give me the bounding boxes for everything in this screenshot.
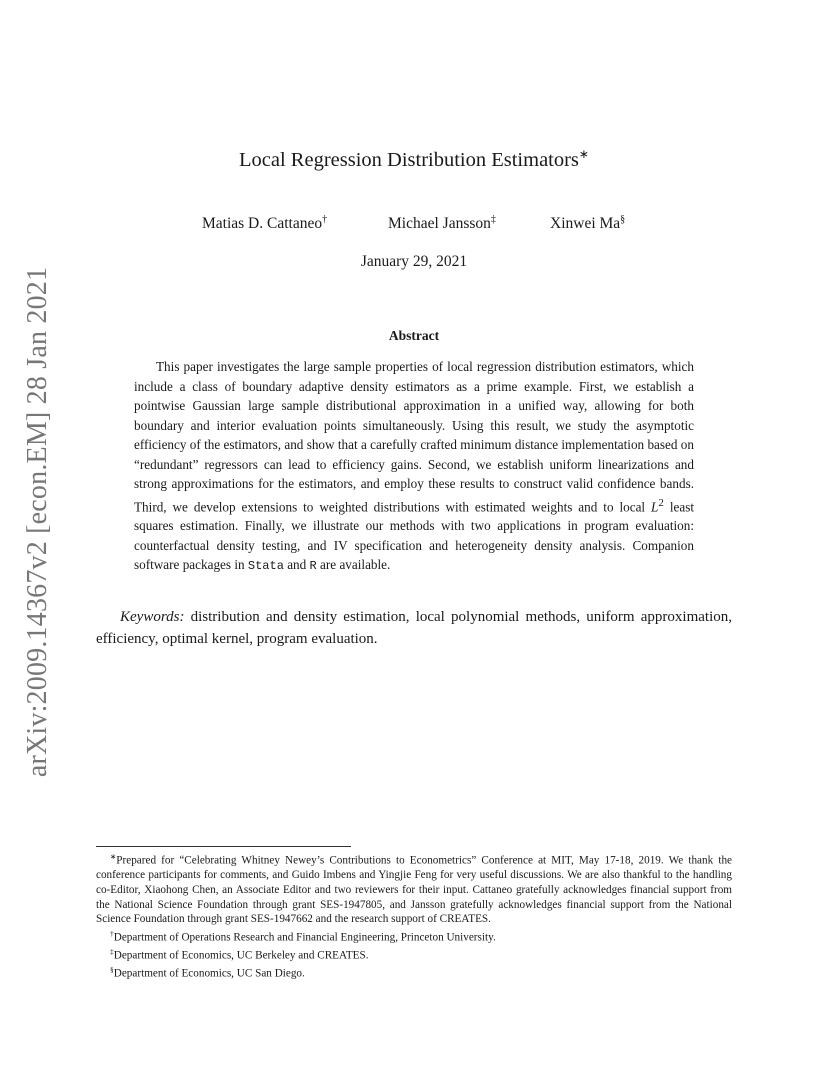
l2-symbol: L — [651, 498, 659, 514]
footnote-text: Prepared for “Celebrating Whitney Newey’s Contributions to Econometrics” Conference at MIT, May 17-18, 2019. We thank the conference participants for comments, and Guido Imbens and Yingjie Feng for very useful discussions. We are also thankful to the handling co-Editor, Xiaohong Chen, an Associate Editor and two reviewers for their input. Cattaneo gratefully acknowledges financial support from the National Science Foundation through grant SES-1947805, and Jansson gratefully acknowledges financial support from the National Science Foundation through grant SES-1947662 and the research support of CREATES. — [96, 854, 732, 926]
software-stata: Stata — [247, 559, 284, 574]
title-footnote-mark: ∗ — [578, 147, 589, 161]
abstract-heading: Abstract — [388, 328, 440, 343]
paper-date: January 29, 2021 — [360, 253, 468, 270]
paper-title-text: Local Regression Distribution Estimators — [239, 148, 579, 171]
author-3 — [550, 214, 625, 233]
footnote-mark: † — [110, 928, 114, 938]
author-name: Xinwei Ma — [550, 215, 621, 233]
keywords — [96, 606, 732, 650]
paper-title — [0, 147, 828, 172]
author-name: Michael Jansson — [388, 215, 491, 233]
and-word: and — [287, 557, 307, 573]
keywords-label: Keywords: — [120, 609, 185, 625]
software-r: R — [309, 559, 317, 574]
footnote-4 — [96, 963, 732, 981]
l2-exponent: 2 — [658, 496, 664, 509]
author-2 — [388, 214, 496, 233]
author-name: Matias D. Cattaneo — [202, 215, 323, 233]
abstract-text-end: are available. — [320, 557, 391, 573]
abstract-body — [134, 357, 694, 577]
footnote-mark: ‡ — [110, 947, 114, 957]
keywords-text: distribution and density estimation, local polynomial methods, uniform approximation, efficiency, optimal kernel, program evaluation. — [96, 609, 732, 647]
footnote-text: Department of Economics, UC Berkeley and CREATES. — [113, 949, 369, 962]
footnote-1 — [96, 850, 732, 927]
author-footnote-mark: § — [620, 214, 626, 225]
abstract-text-main: This paper investigates the large sample properties of local regression distribution estimators, which include a class of boundary adaptive density estimators as a prime example. First, we establish a pointwise Gaussian large sample distributional approximation in a unified way, allowing for both boundary and interior evaluation points simultaneously. Using this result, we study the asymptotic efficiency of the estimators, and show that a carefully crafted minimum distance implementation based on “redundant” regressors can lead to efficiency gains. Second, we establish uniform linearizations and strong approximations for the estimators, and employ these results to construct valid confidence bands. Third, we develop extensions to weighted distributions with estimated weights and to local — [134, 359, 694, 514]
footnote-mark: ∗ — [110, 852, 117, 861]
footnote-text: Department of Economics, UC San Diego. — [113, 968, 305, 981]
arxiv-identifier-text: arXiv:2009.14367v2 [econ.EM] 28 Jan 2021 — [22, 266, 53, 778]
footnote-text: Department of Operations Research and Financial Engineering, Princeton University. — [113, 931, 496, 944]
footnote-2 — [96, 927, 732, 945]
footnotes — [96, 850, 732, 982]
abstract-text-tail: least squares estimation. Finally, we illustrate our methods with two applications in program evaluation: counterfactual density testing, and IV specification and heterogeneity density analysis. Companion software packages in — [134, 498, 694, 573]
author-footnote-mark: ‡ — [490, 214, 496, 225]
footnote-mark: § — [110, 965, 114, 975]
footnote-3 — [96, 945, 732, 963]
author-1 — [202, 214, 327, 233]
footnote-rule — [96, 846, 351, 847]
author-footnote-mark: † — [322, 214, 328, 225]
